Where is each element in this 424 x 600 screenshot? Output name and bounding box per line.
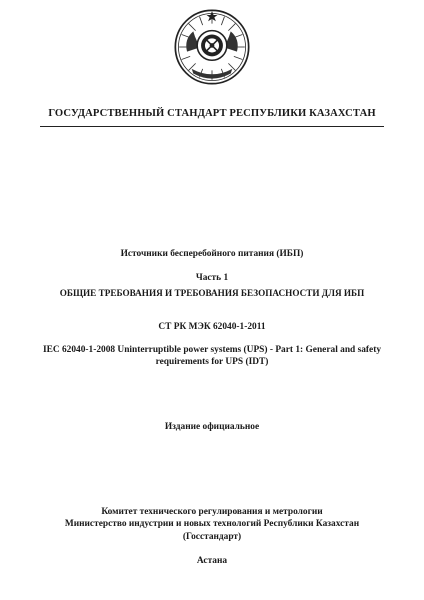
document-subject: Источники бесперебойного питания (ИБП) [120, 249, 304, 259]
state-emblem-icon [173, 8, 251, 86]
standard-code: СТ РК МЭК 62040-1-2011 [158, 322, 266, 332]
document-main-title: ОБЩИЕ ТРЕБОВАНИЯ И ТРЕБОВАНИЯ БЕЗОПАСНОСТИ ДЛЯ ИБП [59, 288, 365, 298]
iec-reference-line-1: IEC 62040-1-2008 Uninterruptible power systems (UPS) - Part 1: General and safety [42, 345, 382, 355]
standard-header: ГОСУДАРСТВЕННЫЙ СТАНДАРТ РЕСПУБЛИКИ КАЗАХСТАН [48, 108, 376, 119]
publisher-ministry: Министерство индустрии и новых технологий Республики Казахстан [64, 519, 360, 529]
iec-reference [20, 344, 404, 368]
publisher-committee: Комитет технического регулирования и метрологии [101, 507, 323, 517]
header-divider [40, 126, 384, 127]
publisher-abbreviation: (Госстандарт) [182, 532, 242, 542]
edition-label: Издание официальное [164, 422, 260, 432]
document-part: Часть 1 [195, 273, 229, 283]
iec-reference-line-2: requirements for UPS (IDT) [155, 357, 269, 367]
publication-city: Астана [196, 556, 228, 566]
